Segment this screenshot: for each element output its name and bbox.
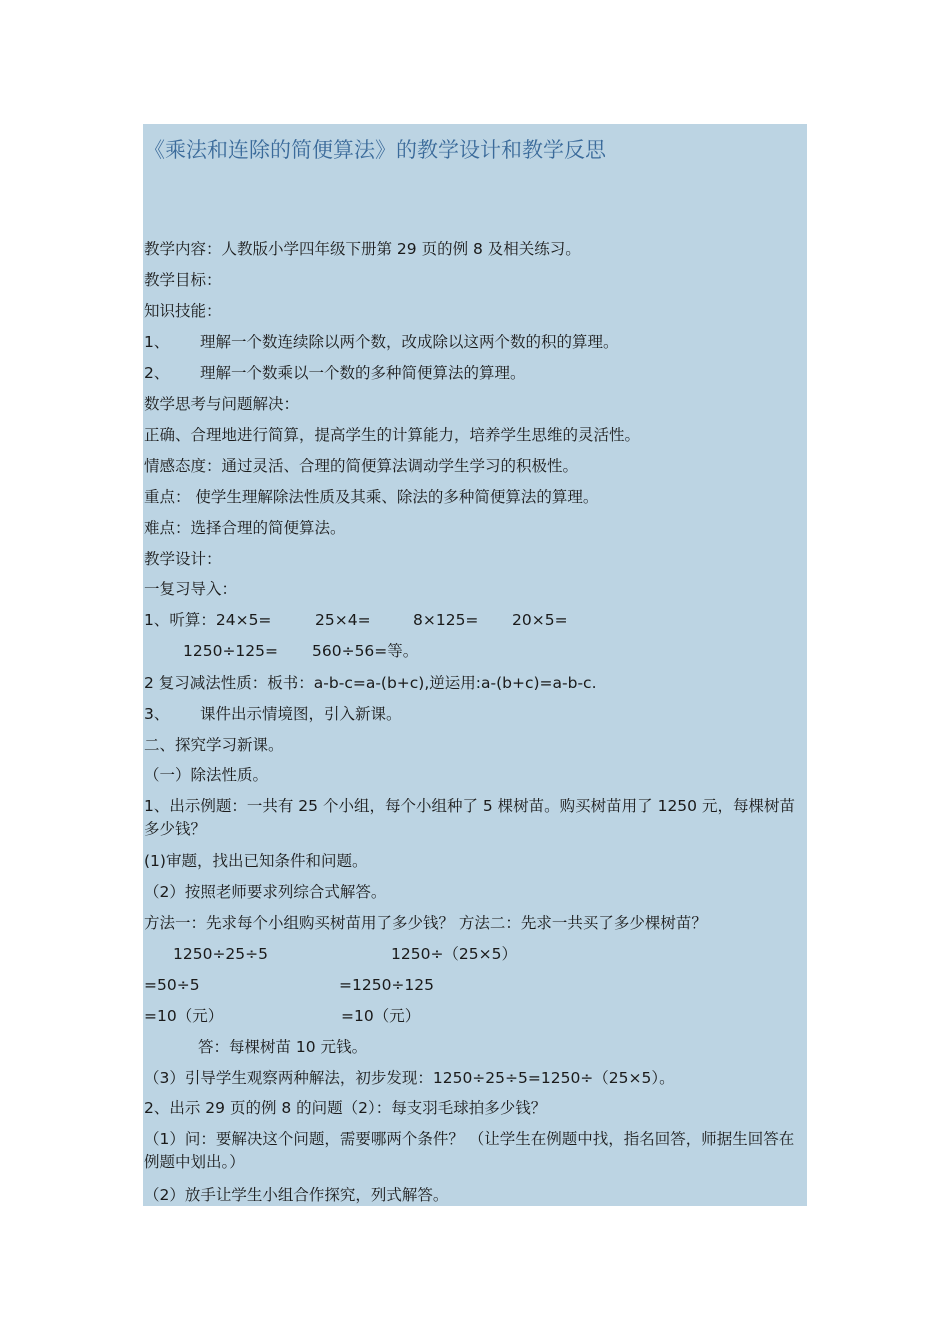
- method-2-result: =10（元）: [341, 1007, 421, 1025]
- group-exploration: （2）放手让学生小组合作探究，列式解答。: [144, 1186, 449, 1204]
- method-2-expression: 1250÷（25×5）: [391, 945, 518, 963]
- subtraction-property: 2 复习减法性质：板书：a-b-c=a-(b+c),逆运用:a-(b+c)=a-b-c.: [144, 674, 597, 692]
- teaching-design-heading: 教学设计：: [144, 550, 222, 568]
- method-1-result: =10（元）: [144, 1007, 224, 1025]
- teaching-goals-heading: 教学目标：: [144, 271, 222, 289]
- teaching-content: 教学内容：人教版小学四年级下册第 29 页的例 8 及相关练习。: [144, 240, 581, 258]
- attitude-text: 情感态度：通过灵活、合理的简便算法调动学生学习的积极性。: [144, 457, 579, 475]
- difficulty-text: 难点：选择合理的简便算法。: [144, 519, 346, 537]
- method-2-step-1: =1250÷125: [339, 976, 435, 994]
- method-1-expression: 1250÷25÷5: [173, 945, 269, 963]
- document-title: 《乘法和连除的简便算法》的教学设计和教学反思: [144, 138, 606, 162]
- question-conditions: （1）问：要解决这个问题，需要哪两个条件？ （让学生在例题中找，指名回答，师据生回答在例题中划出。）: [144, 1130, 795, 1171]
- goal-item-1-number: 1、: [144, 333, 170, 351]
- thinking-text: 正确、合理地进行简算，提高学生的计算能力，培养学生思维的灵活性。: [144, 426, 641, 444]
- goal-item-2-number: 2、: [144, 364, 170, 382]
- step-3-text: 课件出示情境图，引入新课。: [200, 705, 402, 723]
- observation-line: （3）引导学生观察两种解法，初步发现：1250÷25÷5=1250÷（25×5）。: [144, 1069, 675, 1087]
- oral-calc-2: 25×4=: [315, 611, 371, 629]
- method-1-step-1: =50÷5: [144, 976, 200, 994]
- oral-calc-4: 20×5=: [512, 611, 568, 629]
- example-problem: 1、出示例题：一共有 25 个小组，每个小组种了 5 棵树苗。购买树苗用了 1250 元，每棵树苗多少钱？: [144, 797, 795, 838]
- oral-calc-3: 8×125=: [413, 611, 479, 629]
- oral-calc-5: 1250÷125=: [183, 642, 279, 660]
- review-heading: 一复习导入：: [144, 580, 238, 598]
- answer-line: 答：每棵树苗 10 元钱。: [198, 1038, 368, 1056]
- oral-calc-1: 1、听算：24×5=: [144, 611, 272, 629]
- step-3-number: 3、: [144, 705, 170, 723]
- key-point-text: 重点： 使学生理解除法性质及其乘、除法的多种简便算法的算理。: [144, 488, 599, 506]
- step-2-solve: （2）按照老师要求列综合式解答。: [144, 883, 387, 901]
- goal-item-1-text: 理解一个数连续除以两个数，改成除以这两个数的积的算理。: [200, 333, 619, 351]
- thinking-heading: 数学思考与问题解决：: [144, 395, 300, 413]
- step-1-review: (1)审题，找出已知条件和问题。: [144, 852, 368, 870]
- knowledge-skills-heading: 知识技能：: [144, 302, 222, 320]
- example-8-question: 2、出示 29 页的例 8 的问题（2）：每支羽毛球拍多少钱？: [144, 1099, 547, 1117]
- methods-line: 方法一：先求每个小组购买树苗用了多少钱？ 方法二：先求一共买了多少棵树苗？: [144, 914, 707, 932]
- oral-calc-6: 560÷56=等。: [312, 642, 419, 660]
- goal-item-2-text: 理解一个数乘以一个数的多种简便算法的算理。: [200, 364, 526, 382]
- division-property-heading: （一）除法性质。: [144, 766, 269, 784]
- section-2-heading: 二、探究学习新课。: [144, 736, 284, 754]
